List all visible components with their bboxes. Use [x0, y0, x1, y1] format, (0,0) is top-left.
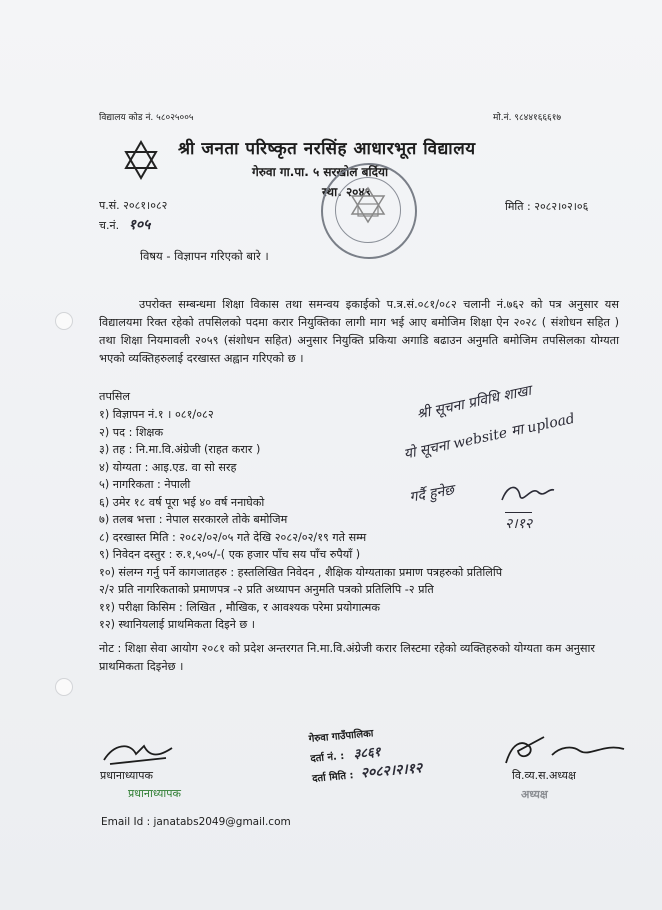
- handwritten-line-2: यो सूचना website मा upload: [402, 410, 577, 463]
- subject-line: विषय - विज्ञापन गरिएको बारे ।: [140, 249, 269, 263]
- established-year: स्था. २०४९: [322, 185, 371, 199]
- list-item: ९) निवेदन दस्तुर : रु.१,५०५/-( एक हजार पाँच सय पाँच रुपैयाँ ): [99, 548, 361, 561]
- handwritten-line-1: श्री सूचना प्रविधि शाखा: [415, 382, 533, 423]
- list-item: २) पद : शिक्षक: [99, 425, 164, 439]
- list-item: ७) तलब भत्ता : नेपाल सरकारले तोके बमोजिम: [99, 513, 288, 526]
- school-code: विद्यालय कोड नं. ५८०२५००५: [99, 113, 194, 123]
- headteacher-label: प्रधानाध्यापक: [100, 769, 153, 782]
- list-item: ८) दरखास्त मिति : २०८२/०२/०५ गते देखि २०८२/०२/१९ गते सम्म: [99, 530, 367, 544]
- list-item: १०) संलग्न गर्नु पर्ने कागजातहरु : हस्तलिखित निवेदन , शैक्षिक योग्यताका प्रमाण पत्रहरुको प्रतिलिपि: [99, 565, 503, 579]
- darta-stamp: गेरुवा गाउँपालिका दर्ता नं. : ३८६१ दर्ता मिति : २०८२।२।१२: [308, 728, 423, 785]
- headteacher-green-stamp: प्रधानाध्यापक: [128, 787, 181, 800]
- chair-label: वि.व्य.स.अध्यक्ष: [512, 769, 576, 782]
- handwritten-date: २।१२: [505, 512, 532, 533]
- list-item: २/२ प्रति नागरिकताको प्रमाणपत्र -२ प्रति अध्यापन अनुमति पत्रको प्रतिलिपि -२ प्रति: [99, 583, 434, 596]
- punch-hole: [55, 678, 73, 696]
- list-item: ६) उमेर १८ वर्ष पूरा भई ४० वर्ष ननाघेको: [99, 495, 265, 509]
- handwritten-line-3: गर्दै हुनेछ: [408, 482, 456, 506]
- darta-date: २०८२।२।१२: [360, 760, 423, 782]
- list-item: १) विज्ञापन नं.१ । ०८१/०८२: [99, 408, 214, 421]
- email-line: Email Id : janatabs2049@gmail.com: [101, 816, 291, 828]
- handwritten-initial-signature: [498, 480, 558, 508]
- list-item: ४) योग्यता : आइ.एड. वा सो सरह: [99, 460, 237, 474]
- list-item: ३) तह : नि.मा.वि.अंग्रेजी (राहत करार ): [99, 443, 261, 456]
- tapsil-heading: तपसिल: [99, 390, 131, 403]
- note-paragraph: नोट : शिक्षा सेवा आयोग २०८१ को प्रदेश अन्तरगत नि.मा.वि.अंग्रेजी करार लिस्टमा रहेको व्यक्तिहरुको योग्यता कम अनुसार प्राथमिकता दिइनेछ ।: [99, 642, 596, 673]
- chalani-number: च.नं. १०५: [99, 217, 151, 233]
- darta-number: ३८६१: [352, 744, 382, 763]
- list-item: १२) स्थानियलाई प्राथमिकता दिइने छ ।: [99, 618, 256, 631]
- body-paragraph: उपरोक्त सम्बन्धमा शिक्षा विकास तथा समन्वय इकाईको प.त्र.सं.०८१/०८२ चलानी नं.७६२ को पत्र अनुसार यस विद्यालयमा रिक्त रहेको तपसिलको पदमा करार नियुक्तिका लागी माग भई आए बमोजिम शिक्षा ऐन २०२८ ( संशोधन सहित ) तथा शिक्षा नियमावली २०५९ (संशोधन सहित) अनुसार नियुक्ति प्रकिया अगाडि बढाउन अनुमति बमोजिम तपसिलका योग्यता भएको व्यक्तिहरुलाई दरखास्त अह्वान गरिएको छ ।: [99, 298, 619, 365]
- school-name: श्री जनता परिष्कृत नरसिंह आधारभूत विद्यालय: [178, 139, 476, 159]
- seal-book-icon: [336, 178, 400, 242]
- punch-hole: [55, 312, 73, 330]
- school-address: गेरुवा गा.पा. ५ सरखोल बर्दिया: [252, 165, 389, 179]
- chalani-handwritten: १०५: [128, 217, 151, 233]
- mobile-number: मो.नं. ९८४४१६६६१७: [493, 113, 562, 123]
- patra-sankhya: प.सं. २०८१।०८२: [99, 199, 168, 212]
- headteacher-signature: [100, 738, 175, 768]
- chair-signature: [500, 733, 630, 769]
- list-item: ५) नागरिकता : नेपाली: [99, 478, 191, 491]
- letter-date: मिति : २०८२।०२।०६: [505, 200, 589, 213]
- list-item: ११) परीक्षा किसिम : लिखित , मौखिक, र आवश्यक परेमा प्रयोगात्मक: [99, 600, 380, 614]
- school-seal: [321, 163, 417, 259]
- chair-stamp: अध्यक्ष: [521, 788, 548, 801]
- nepal-star-logo: [121, 140, 161, 180]
